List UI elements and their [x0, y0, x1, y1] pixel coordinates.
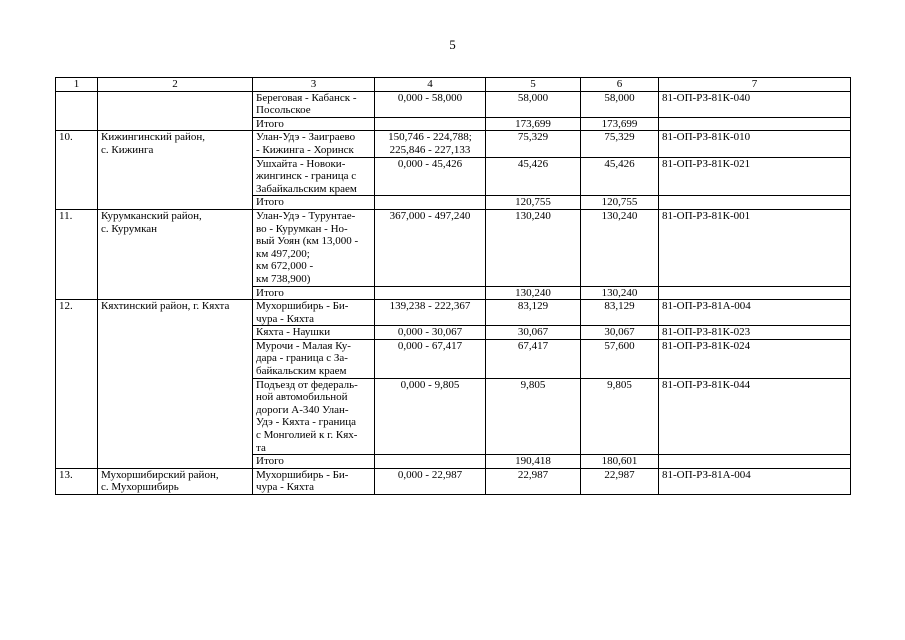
road-name-line: Удэ - Кяхта - граница	[256, 416, 357, 429]
road-name-line: Улан-Удэ - Заиграево	[256, 131, 356, 144]
road-code-cell: 81-ОП-РЗ-81К-023	[659, 326, 851, 340]
table-row	[56, 300, 851, 326]
road-name-line: во - Курумкан - Но-	[256, 222, 348, 235]
length-paved-cell: 75,329	[581, 131, 659, 157]
segment-line: 0,000 - 45,426	[397, 157, 463, 170]
road-name-line: с Монголией к г. Кях-	[256, 429, 358, 442]
segment-line: 0,000 - 22,987	[397, 468, 463, 481]
road-name-line: та	[256, 441, 266, 454]
table-row	[56, 131, 851, 157]
header-cell-2: 2	[98, 78, 253, 92]
road-name-line: чура - Кяхта	[256, 481, 315, 494]
length-paved-cell: 130,240	[581, 286, 659, 300]
road-name-line: Посольское	[256, 104, 311, 117]
segment-line: 367,000 - 497,240	[389, 209, 471, 222]
road-name-line: жингинск - граница с	[256, 170, 357, 183]
road-code-cell: 81-ОП-РЗ-81К-044	[659, 378, 851, 455]
length-paved-cell: 45,426	[581, 157, 659, 196]
road-name-line: - Кижинга - Хоринск	[256, 143, 354, 156]
length-total-cell: 58,000	[486, 91, 581, 117]
length-total-cell: 22,987	[486, 468, 581, 494]
segment-line: 0,000 - 67,417	[397, 339, 463, 352]
road-name-line: Итого	[256, 455, 284, 468]
road-code-cell: 81-ОП-РЗ-81А-004	[659, 300, 851, 326]
road-code-cell: 81-ОП-РЗ-81К-001	[659, 209, 851, 286]
segment-line: 0,000 - 58,000	[397, 91, 463, 104]
road-name-cell	[253, 117, 375, 131]
road-name-cell	[253, 378, 375, 455]
district-cell	[98, 300, 253, 469]
length-paved-cell: 30,067	[581, 326, 659, 340]
road-name-line: Ушхайта - Новоки-	[256, 157, 346, 170]
segment-cell	[375, 157, 486, 196]
segment-cell	[375, 209, 486, 286]
road-name-line: Итого	[256, 286, 284, 299]
row-number-cell: 13.	[56, 468, 98, 494]
segment-cell	[375, 455, 486, 469]
road-code-cell	[659, 455, 851, 469]
length-total-cell: 83,129	[486, 300, 581, 326]
road-name-line: дороги А-340 Улан-	[256, 403, 349, 416]
road-code-cell: 81-ОП-РЗ-81К-010	[659, 131, 851, 157]
road-name-cell	[253, 286, 375, 300]
road-name-line: байкальским краем	[256, 365, 347, 378]
header-cell-1: 1	[56, 78, 98, 92]
length-total-cell: 75,329	[486, 131, 581, 157]
road-name-line: Мухоршибирь - Би-	[256, 300, 349, 313]
road-name-cell	[253, 157, 375, 196]
length-paved-cell: 130,240	[581, 209, 659, 286]
length-total-cell: 130,240	[486, 286, 581, 300]
road-code-cell: 81-ОП-РЗ-81К-021	[659, 157, 851, 196]
road-name-cell	[253, 91, 375, 117]
road-name-line: Мурочи - Малая Ку-	[256, 339, 351, 352]
segment-line: 150,746 - 224,788;	[388, 131, 472, 144]
header-cell-7: 7	[659, 78, 851, 92]
district-line: с. Кижинга	[101, 143, 154, 156]
segment-cell	[375, 326, 486, 340]
road-name-line: км 672,000 -	[256, 260, 314, 273]
segment-cell	[375, 339, 486, 378]
page-number: 5	[449, 37, 456, 52]
segment-line: 0,000 - 30,067	[397, 326, 463, 339]
segment-cell	[375, 91, 486, 117]
length-paved-cell: 180,601	[581, 455, 659, 469]
header-cell-3: 3	[253, 78, 375, 92]
table-row	[56, 468, 851, 494]
row-number-cell: 11.	[56, 209, 98, 299]
road-name-line: Забайкальским краем	[256, 182, 357, 195]
district-line: Мухоршибирский район,	[101, 468, 219, 481]
segment-cell	[375, 131, 486, 157]
length-total-cell: 45,426	[486, 157, 581, 196]
length-total-cell: 190,418	[486, 455, 581, 469]
road-name-line: Подъезд от федераль-	[256, 378, 358, 391]
district-line: Кижингинский район,	[101, 131, 206, 144]
length-paved-cell: 22,987	[581, 468, 659, 494]
length-paved-cell: 58,000	[581, 91, 659, 117]
header-cell-6: 6	[581, 78, 659, 92]
row-number-cell	[56, 91, 98, 131]
district-cell	[98, 91, 253, 131]
row-number-cell: 10.	[56, 131, 98, 210]
road-name-cell	[253, 196, 375, 210]
road-name-line: Итого	[256, 196, 284, 209]
road-name-line: Улан-Удэ - Турунтае-	[256, 209, 356, 222]
road-code-cell	[659, 117, 851, 131]
road-code-cell: 81-ОП-РЗ-81А-004	[659, 468, 851, 494]
road-code-cell	[659, 196, 851, 210]
row-number-cell: 12.	[56, 300, 98, 469]
length-total-cell: 120,755	[486, 196, 581, 210]
length-paved-cell: 83,129	[581, 300, 659, 326]
road-name-cell	[253, 131, 375, 157]
table-row	[56, 209, 851, 286]
road-name-line: км 738,900)	[256, 272, 311, 285]
length-total-cell: 67,417	[486, 339, 581, 378]
road-code-cell	[659, 286, 851, 300]
length-paved-cell: 120,755	[581, 196, 659, 210]
road-name-line: Кяхта - Наушки	[256, 326, 331, 339]
district-line: Курумканский район,	[101, 209, 202, 222]
length-total-cell: 30,067	[486, 326, 581, 340]
segment-line: 0,000 - 9,805	[400, 378, 460, 391]
road-name-cell	[253, 326, 375, 340]
segment-cell	[375, 378, 486, 455]
length-total-cell: 173,699	[486, 117, 581, 131]
segment-cell	[375, 300, 486, 326]
table-header-row	[56, 78, 851, 92]
segment-cell	[375, 117, 486, 131]
road-name-line: дара - граница с За-	[256, 352, 348, 365]
district-cell	[98, 131, 253, 210]
length-paved-cell: 9,805	[581, 378, 659, 455]
length-paved-cell: 57,600	[581, 339, 659, 378]
district-line: с. Курумкан	[101, 222, 158, 235]
segment-cell	[375, 196, 486, 210]
district-cell	[98, 468, 253, 494]
road-name-line: км 497,200;	[256, 247, 310, 260]
header-cell-4: 4	[375, 78, 486, 92]
road-name-line: чура - Кяхта	[256, 312, 315, 325]
district-line: Кяхтинский район, г. Кяхта	[101, 300, 230, 313]
district-cell	[98, 209, 253, 299]
segment-cell	[375, 286, 486, 300]
road-code-cell: 81-ОП-РЗ-81К-040	[659, 91, 851, 117]
road-code-cell: 81-ОП-РЗ-81К-024	[659, 339, 851, 378]
length-paved-cell: 173,699	[581, 117, 659, 131]
road-name-cell	[253, 468, 375, 494]
road-name-cell	[253, 209, 375, 286]
road-name-line: вый Уоян (км 13,000 -	[256, 235, 359, 248]
road-name-line: Итого	[256, 117, 284, 130]
road-name-cell	[253, 300, 375, 326]
road-name-line: ной автомобильной	[256, 391, 348, 404]
length-total-cell: 130,240	[486, 209, 581, 286]
roads-table	[55, 77, 851, 495]
road-name-line: Береговая - Кабанск -	[256, 91, 357, 104]
table-row	[56, 91, 851, 117]
road-name-cell	[253, 455, 375, 469]
segment-line: 225,846 - 227,133	[389, 143, 471, 156]
header-cell-5: 5	[486, 78, 581, 92]
district-line: с. Мухоршибирь	[101, 481, 179, 494]
segment-line: 139,238 - 222,367	[389, 300, 471, 313]
length-total-cell: 9,805	[486, 378, 581, 455]
road-name-line: Мухоршибирь - Би-	[256, 468, 349, 481]
road-name-cell	[253, 339, 375, 378]
segment-cell	[375, 468, 486, 494]
